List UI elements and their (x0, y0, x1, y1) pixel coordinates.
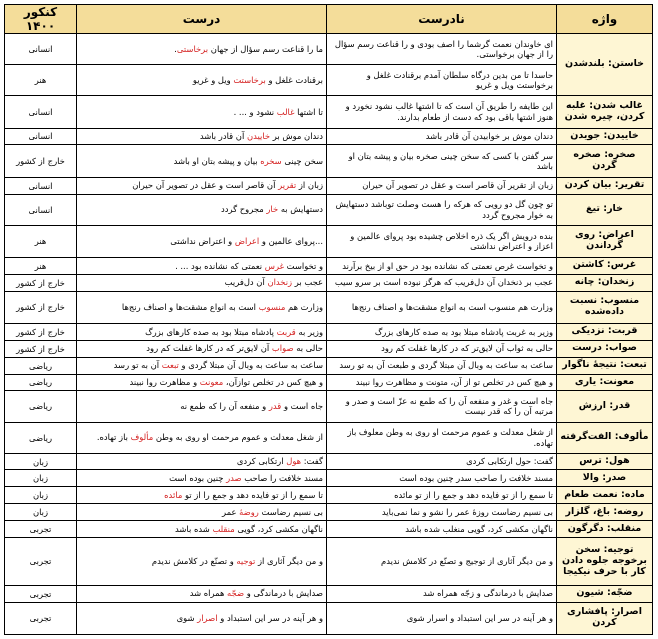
source-cell: انسانی (5, 128, 77, 145)
source-cell: ریاضی (5, 357, 77, 374)
word-cell: منسوب: نسبت داده‌شده (557, 291, 653, 323)
source-cell: خارج از کشور (5, 145, 77, 177)
right-cell (77, 391, 327, 422)
source-cell: ریاضی (5, 422, 77, 453)
source-cell: خارج از کشور (5, 323, 77, 340)
highlighted-word: برخاستی (176, 43, 209, 54)
table-row (5, 96, 653, 128)
spelling-table-sheet (4, 4, 652, 635)
sentence-part: و مظاهرت روا نبیند (129, 377, 200, 388)
wrong-cell: دندان موش بر خوابیدن آن قادر باشد (327, 128, 557, 145)
table-row (5, 487, 653, 504)
source-cell: خارج از کشور (5, 274, 77, 291)
wrong-cell: و هر آینه در سر این استبداد و اسرار شوی (327, 602, 557, 634)
table-row (5, 225, 653, 257)
source-cell: تجربی (5, 521, 77, 538)
wrong-cell: این طایفه را طریق آن است که تا اشتها غالب نشود نخورد و هنوز اشتها باقی بود که دست از طعام بدارند. (327, 96, 557, 128)
word-cell: غرس: کاشتن (557, 257, 653, 274)
wrong-cell: وزیر به غربت پادشاه مبتلا بود به صده کارهای بزرگ (327, 323, 557, 340)
word-cell: خار: تیغ (557, 194, 653, 225)
sentence-part: و تصنّع در کلامش ندیدم (151, 556, 237, 567)
sentence-part: و هیچ کس در تخلص توازآن، (223, 377, 323, 388)
sentence-part: مجروح گردد (221, 204, 267, 215)
source-cell: خارج از کشور (5, 291, 77, 323)
sentence-part: و تخواست (283, 260, 323, 271)
wrong-cell: جاه است و غدر و منفعه آن را که طمع نه عزّ است و صدر و مرتبه آن را که قدر نیست (327, 391, 557, 422)
table-row (5, 422, 653, 453)
table-row (5, 537, 653, 585)
wrong-cell: از شغل معدلت و عموم مرحمت او روی به وطن معلوف باز تهاده. (327, 422, 557, 453)
sentence-part: ساعت به ساعت به وبال آن مبتلا گردی و (178, 360, 323, 371)
header-word: واژه (557, 5, 653, 34)
word-cell: غالب شدن: غلبه کردن، چیره شدن (557, 96, 653, 128)
word-cell: تقریر: بیان کردن (557, 177, 653, 194)
right-cell (77, 291, 327, 323)
sentence-part: سخن چینی (281, 155, 323, 166)
highlighted-word: سخره (260, 155, 282, 166)
table-row (5, 585, 653, 602)
sentence-part: عجب بر (292, 277, 323, 288)
word-cell: اصرار: پافشاری کردن (557, 602, 653, 634)
table-row (5, 128, 653, 145)
right-cell (77, 537, 327, 585)
right-cell (77, 374, 327, 391)
wrong-cell: بی نسیم رضاست روزۀ عمر را نشو و نما نمی‌باید (327, 504, 557, 521)
highlighted-word: تقریر (278, 180, 297, 191)
wrong-cell: حالی به ثواب آن لایق‌تر که در کارها غفلت کم رود (327, 340, 557, 357)
highlighted-word: منسوب (258, 302, 286, 313)
word-cell: ماده: نعمت طعام (557, 487, 653, 504)
source-cell: ریاضی (5, 391, 77, 422)
word-cell: خاییدن: جویدن (557, 128, 653, 145)
word-cell: تبعت: نتیجۀ ناگوار (557, 357, 653, 374)
right-cell (77, 470, 327, 487)
sentence-part: از شغل معدلت و عموم مرحمت او روی به وطن (153, 432, 323, 443)
table-header-row (5, 5, 653, 34)
source-cell: هنر (5, 225, 77, 257)
wrong-cell: ساعت به ساعت به وبال آن مبتلا گردی و طبعت آن به تو رسد (327, 357, 557, 374)
table-row (5, 453, 653, 470)
source-cell: انسانی (5, 96, 77, 128)
sentence-part: صدایش با درماندگی و (244, 588, 323, 599)
sentence-part: ارتکابی کردی (236, 456, 287, 467)
word-cell: قدر: ارزش (557, 391, 653, 422)
wrong-cell: ناگهان مکشی کرد، گویی منغلب شده باشد (327, 521, 557, 538)
sentence-part: ناگهان مکشی کرد، گویی (234, 523, 323, 534)
sentence-part: باز تهاده. (96, 432, 131, 443)
source-cell: زبان (5, 504, 77, 521)
sentence-part: و منفعه آن را که طمع نه (180, 401, 269, 412)
wrong-cell: مسند خلافت را صاحب سدر چنین بوده است (327, 470, 557, 487)
right-cell (77, 225, 327, 257)
right-cell (77, 96, 327, 128)
highlighted-word: توجیه (236, 556, 256, 567)
highlighted-word: خاییدن (246, 131, 271, 142)
table-row (5, 34, 653, 65)
table-row (5, 177, 653, 194)
highlighted-word: صدر (226, 473, 242, 484)
right-cell (77, 257, 327, 274)
source-cell: انسانی (5, 34, 77, 65)
spelling-table (4, 4, 653, 635)
source-cell: تجربی (5, 602, 77, 634)
source-cell: زبان (5, 470, 77, 487)
word-cell: ضجّه: شیون (557, 585, 653, 602)
wrong-cell: صدایش با درماندگی و زجّه همراه شد (327, 585, 557, 602)
sentence-part: دندان موش بر (270, 131, 323, 142)
source-cell: هنر (5, 257, 77, 274)
highlighted-word: مائده (164, 490, 183, 500)
highlighted-word: مألوف (130, 432, 154, 443)
highlighted-word: ضجّه (227, 588, 245, 599)
right-cell (77, 65, 327, 96)
wrong-cell: گفت: حول ارتکابی کردی (327, 453, 557, 470)
highlighted-word: زنخدان (267, 277, 293, 288)
source-cell: ریاضی (5, 374, 77, 391)
highlighted-word: هول (286, 456, 302, 467)
wrong-cell: و هیچ کس در تخلص تو از آن، متونت و مظاهرت روا نبیند (327, 374, 557, 391)
sentence-part: جاه است و (281, 401, 323, 412)
wrong-cell: بنده درویش اگر یک ذره اخلاص چشیده بود پروای عالمین و اعزاز و اعتراض نداشتی (327, 225, 557, 257)
highlighted-word: معونت (199, 377, 224, 388)
right-cell (77, 357, 327, 374)
sentence-part: و من دیگر آثاری از (255, 556, 323, 567)
table-row (5, 391, 653, 422)
sentence-part: حالی به (293, 343, 323, 354)
table-row (5, 470, 653, 487)
wrong-cell: عجب بر ذنخدان آن دل‌فریب که هرگز نبوده است بر سرو سیب (327, 274, 557, 291)
right-cell (77, 585, 327, 602)
sentence-part: تا سمع را از تو فایده دهد و جمع را از تو (182, 490, 323, 500)
word-cell: زنخدان: چانه (557, 274, 653, 291)
table-row (5, 145, 653, 177)
word-cell: اعراض: روی گرداندن (557, 225, 653, 257)
right-cell (77, 504, 327, 521)
sentence-part: نشود و ... . (233, 106, 277, 117)
word-cell: خاستن: بلندشدن (557, 34, 653, 96)
word-cell: صواب: درست (557, 340, 653, 357)
sentence-part: بی نسیم رضاست (258, 506, 323, 517)
sentence-part: شوی (176, 613, 198, 623)
right-cell (77, 34, 327, 65)
sentence-part: دستهایش به (278, 204, 323, 215)
right-cell (77, 274, 327, 291)
table-row (5, 65, 653, 96)
header-right: درست (77, 5, 327, 34)
sentence-part: تا اشتها (294, 106, 323, 117)
wrong-cell: تو چون گل دو رویی که هرکه را هست وصلت توباشد دستهایش به خوار مجروح گردد (327, 194, 557, 225)
table-row (5, 504, 653, 521)
header-wrong: نادرست (327, 5, 557, 34)
table-row (5, 274, 653, 291)
source-cell: انسانی (5, 177, 77, 194)
sentence-part: برقنادت غلغل و (265, 74, 323, 85)
table-row (5, 374, 653, 391)
right-cell (77, 323, 327, 340)
highlighted-word: صواب (271, 343, 294, 354)
sentence-part: ...پروای عالمین و (259, 236, 323, 247)
sentence-part: زبان از (296, 180, 323, 191)
sentence-part: چنین بوده است (169, 473, 227, 484)
source-cell: تجربی (5, 585, 77, 602)
sentence-part: آن قادر باشد (199, 131, 247, 142)
sentence-part: و اعتراض نداشتی (170, 236, 235, 247)
source-cell: زبان (5, 453, 77, 470)
table-row (5, 323, 653, 340)
wrong-cell: وزارت هم منسوب است به انواع مشقت‌ها و اصناف رنج‌ها (327, 291, 557, 323)
sentence-part: عمر (222, 506, 240, 517)
table-row (5, 602, 653, 634)
wrong-cell: ای خاوندان نعمت گرشما را اصف بودی و را قناعت رسم سؤال را از جهان برخواستی. (327, 34, 557, 65)
right-cell (77, 453, 327, 470)
word-cell: مألوف: الفت‌گرفته (557, 422, 653, 453)
highlighted-word: خار (266, 204, 279, 215)
word-cell: هول: ترس (557, 453, 653, 470)
word-cell: قربت: نزدیکی (557, 323, 653, 340)
highlighted-word: غالب (276, 106, 295, 117)
right-cell (77, 128, 327, 145)
sentence-part: آن لایق‌تر که در کارها غفلت کم رود (146, 343, 272, 354)
right-cell (77, 194, 327, 225)
source-cell: تجربی (5, 537, 77, 585)
sentence-part: است به انواع مشقت‌ها و اصناف رنج‌ها (121, 302, 259, 313)
sentence-part: شده باشد (175, 523, 213, 534)
highlighted-word: روضۀ (239, 506, 259, 517)
word-cell: روضه: باغ، گلزار (557, 504, 653, 521)
sentence-part: وزیر به (295, 326, 323, 337)
sentence-part: وزارت هم (285, 302, 323, 313)
highlighted-word: اصرار (197, 613, 218, 623)
highlighted-word: غرس (264, 260, 284, 271)
sentence-part: ما را قناعت رسم سؤال از جهان (208, 43, 323, 54)
highlighted-word: برخاستت (233, 74, 266, 85)
sentence-part: آن دل‌فریب (224, 277, 268, 288)
highlighted-word: قربت (276, 326, 296, 337)
wrong-cell: و من دیگر آثاری از توجیج و تصنّع در کلامش ندیدم (327, 537, 557, 585)
header-source: کنکور ۱۴۰۰ (5, 5, 77, 34)
source-cell: هنر (5, 65, 77, 96)
sentence-part: بیان و پیشه بتان او باشد (173, 155, 261, 166)
sentence-part: آن قاصر است و عقل در تصویر آن حیران (132, 180, 279, 191)
sentence-part: مسند خلافت را صاحب (241, 473, 323, 484)
wrong-cell: تا سمع را از تو فایده دهد و جمع را از تو مائده (327, 487, 557, 504)
sentence-part: نعمتی که نشانده بود ... . (175, 260, 265, 271)
word-cell: توجیه: سخن برخوجه جلوه دادن کار با حرف نیکیجا (557, 537, 653, 585)
right-cell (77, 177, 327, 194)
word-cell: صدر: والا (557, 470, 653, 487)
source-cell: زبان (5, 487, 77, 504)
wrong-cell: و تخواست غرص نعمتی که نشانده بود در حق او از بیخ برآرند (327, 257, 557, 274)
sentence-part: پادشاه مبتلا بود به صده کارهای بزرگ (145, 326, 277, 337)
sentence-part: ویل و غریو (192, 74, 234, 85)
right-cell (77, 521, 327, 538)
highlighted-word: اعراض (234, 236, 260, 247)
table-row (5, 291, 653, 323)
right-cell (77, 602, 327, 634)
source-cell: خارج از کشور (5, 340, 77, 357)
word-cell: منقلب: دگرگون (557, 521, 653, 538)
highlighted-word: منقلب (212, 523, 235, 534)
sentence-part: آن به تو رسد (113, 360, 162, 371)
table-row (5, 521, 653, 538)
right-cell (77, 487, 327, 504)
sentence-part: همراه شد (189, 588, 228, 599)
highlighted-word: قدر (268, 401, 282, 412)
sentence-part: . (174, 43, 177, 54)
table-row (5, 194, 653, 225)
source-cell: انسانی (5, 194, 77, 225)
sentence-part: گفت: (301, 456, 323, 467)
right-cell (77, 340, 327, 357)
table-row (5, 357, 653, 374)
word-cell: صخره: صخره گردن (557, 145, 653, 177)
wrong-cell: زبان از تقریر آن قاصر است و عقل در تصویر آن حیران (327, 177, 557, 194)
highlighted-word: تبعت (161, 360, 179, 371)
wrong-cell: حاسدا تا من بدین درگاه سلطان آمدم برقنادت غلغل و برخواستت ویل و غریو (327, 65, 557, 96)
wrong-cell: سر گفتن با کسی که سخن چینی صخره بیان و پیشه بتان او باشد (327, 145, 557, 177)
right-cell (77, 145, 327, 177)
sentence-part: و هر آینه در سر این استبداد و (217, 613, 323, 623)
table-row (5, 340, 653, 357)
right-cell (77, 422, 327, 453)
word-cell: معونت: یاری (557, 374, 653, 391)
table-row (5, 257, 653, 274)
